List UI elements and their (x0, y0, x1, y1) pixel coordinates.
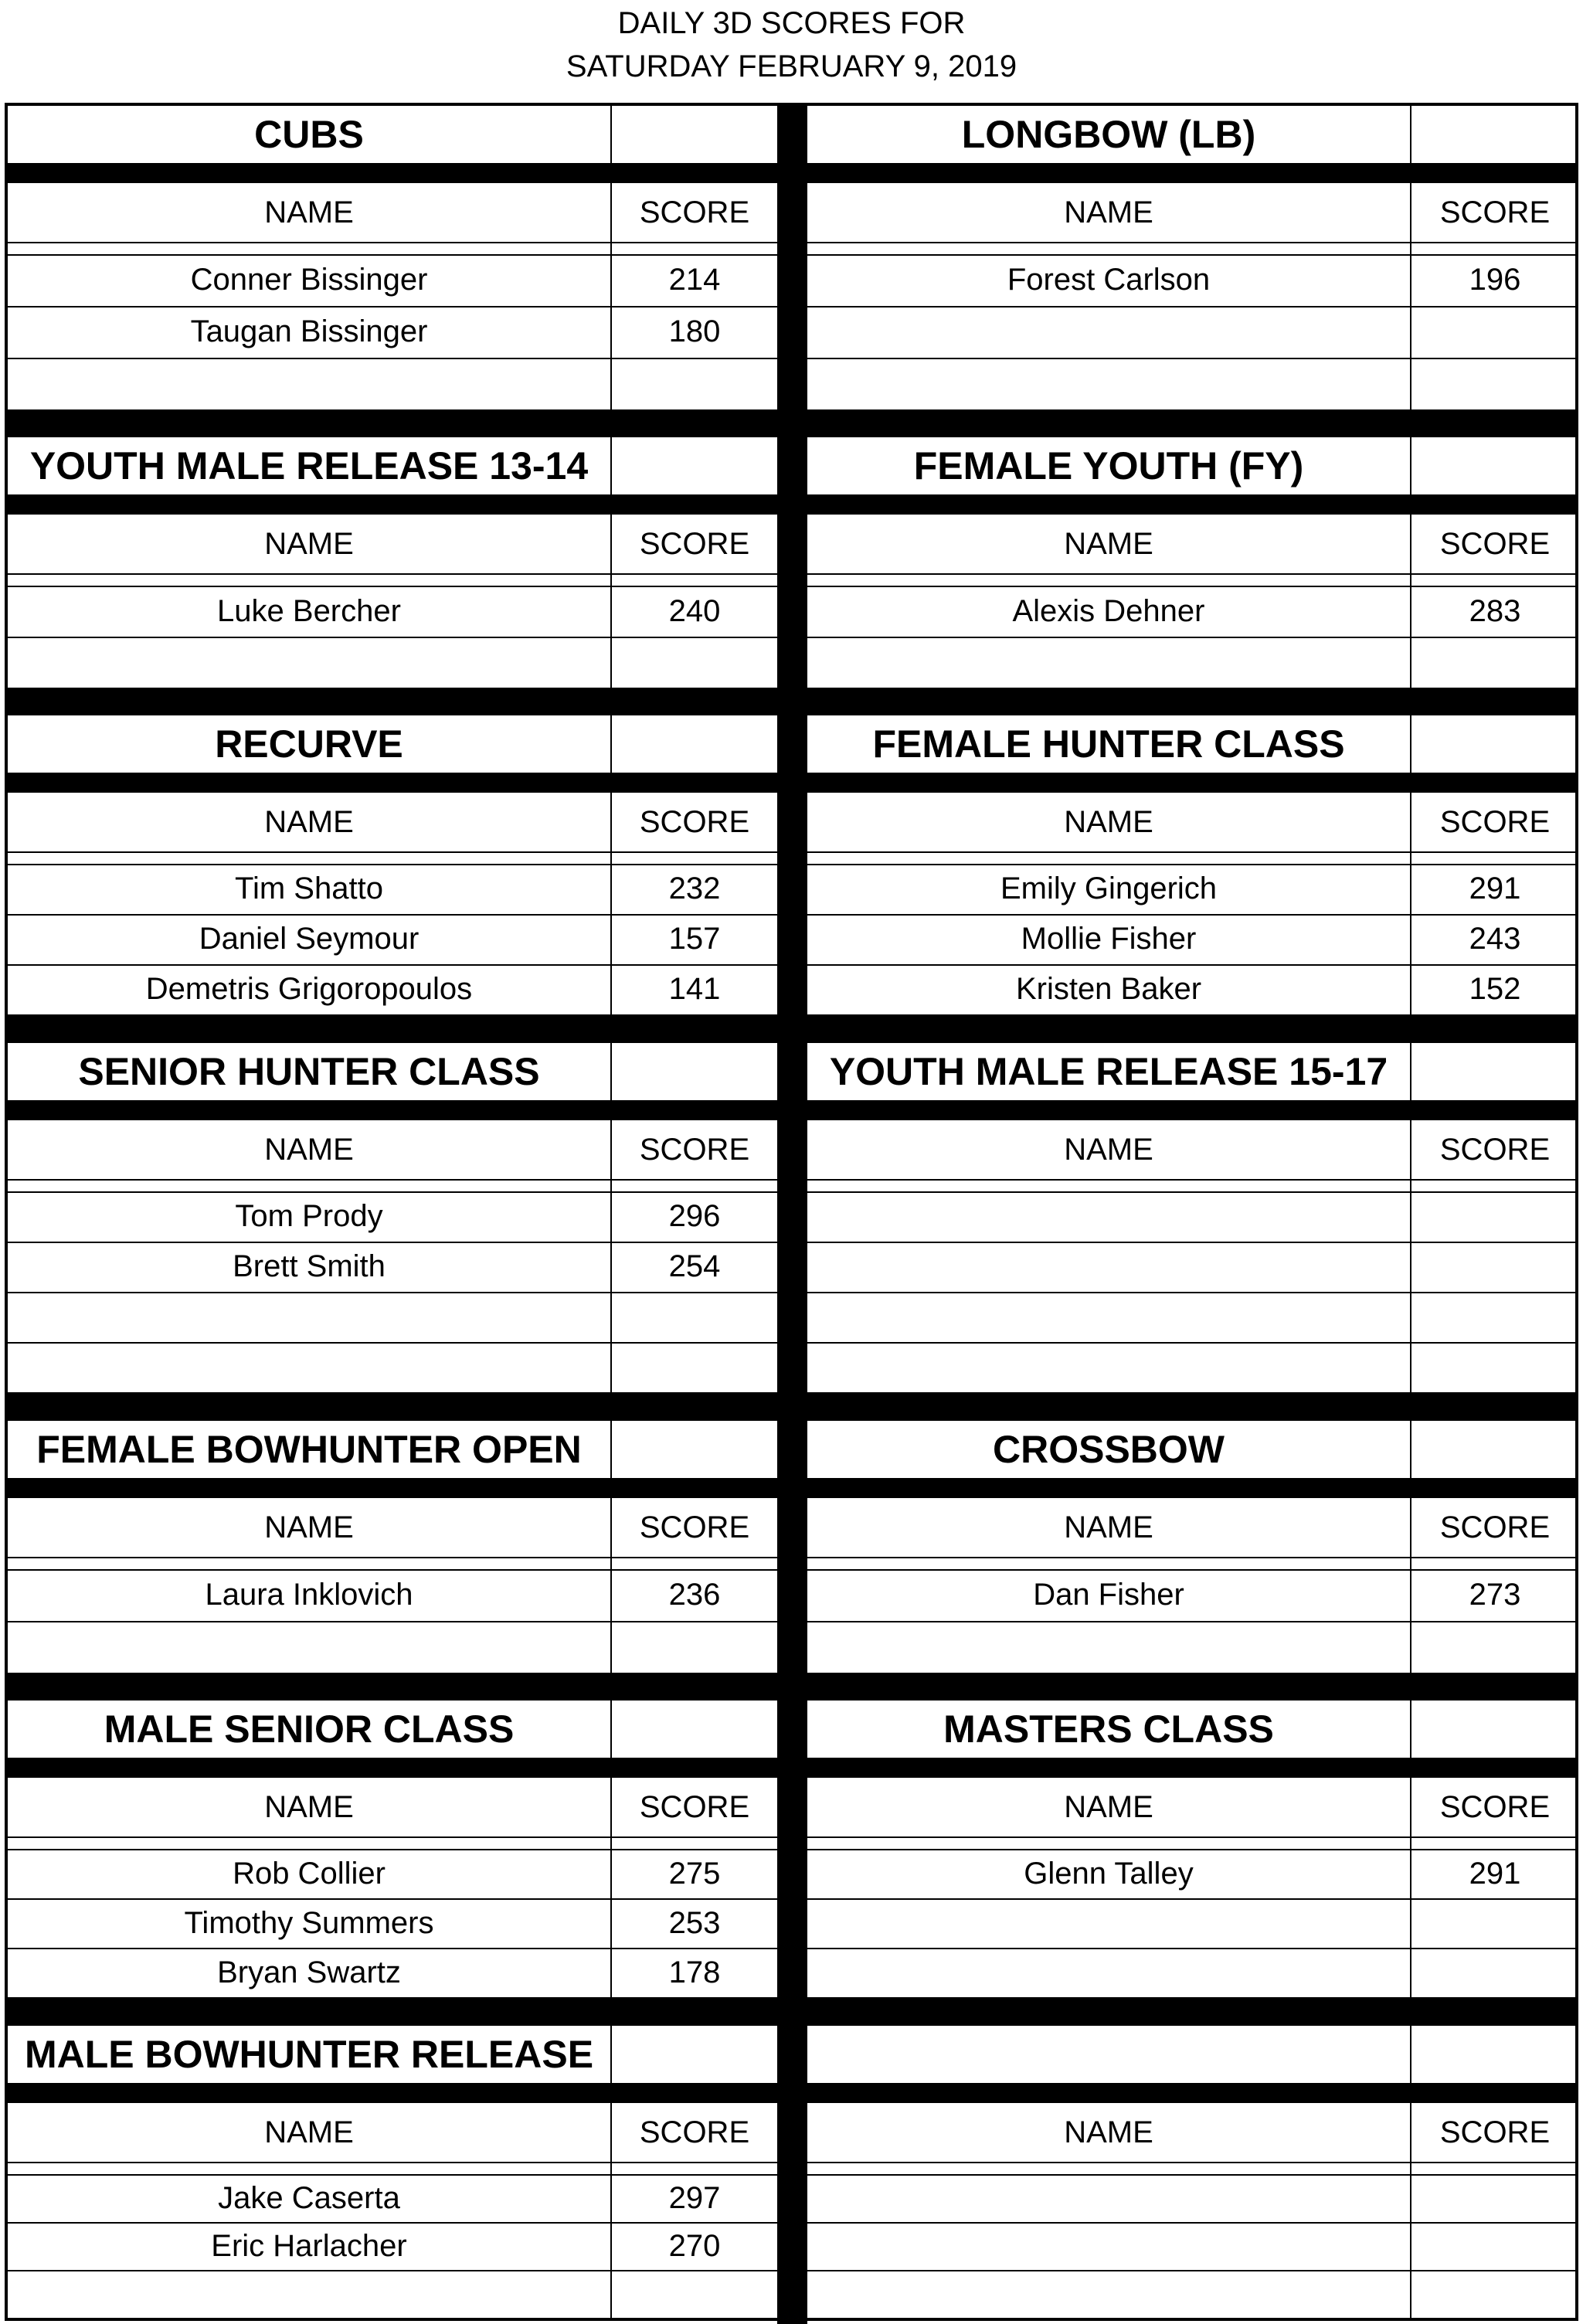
archer-name: Conner Bissinger (190, 263, 428, 297)
score-column-header: SCORE (1410, 2103, 1578, 2162)
archer-score: 157 (610, 914, 777, 964)
archer-name (8, 358, 610, 409)
archer-name: Eric Harlacher (211, 2228, 407, 2263)
table-row (8, 637, 777, 689)
category-header (807, 1421, 1578, 1478)
name-column-header: NAME (1064, 804, 1153, 839)
archer-score (1410, 1898, 1578, 1948)
spacer-cell (807, 1836, 1410, 1849)
archer-score (1410, 358, 1578, 409)
spacer-cell (8, 1179, 610, 1191)
section-bar (8, 2083, 777, 2103)
archer-name: Emily Gingerich (1000, 872, 1218, 905)
table-row (8, 2270, 777, 2319)
name-column-header: NAME (1064, 2115, 1153, 2149)
archer-name (807, 1342, 1410, 1392)
table-row (807, 1191, 1578, 1243)
table-row (807, 1621, 1578, 1674)
name-column-header: NAME (264, 2115, 354, 2149)
section-bar (8, 163, 777, 183)
spacer-cell (1410, 573, 1578, 586)
table-row (807, 964, 1578, 1016)
spacer-cell (807, 2162, 1410, 2174)
archer-name: Forest Carlson (1007, 263, 1211, 297)
archer-name: Bryan Swartz (217, 1955, 401, 1989)
section-bar (807, 1100, 1578, 1120)
name-column-header: NAME (1064, 1132, 1153, 1167)
table-row (8, 914, 777, 966)
name-column-header: NAME (264, 526, 354, 561)
archer-name: Luke Bercher (217, 593, 401, 628)
table-row (807, 2270, 1578, 2319)
score-column-header: SCORE (1410, 183, 1578, 242)
spacer-cell (610, 851, 777, 864)
section-bar (807, 1478, 1578, 1498)
archer-name (8, 1342, 610, 1392)
score-column-header: SCORE (1410, 515, 1578, 573)
spacer-cell (8, 242, 610, 254)
category-score-blank (1410, 2026, 1578, 2083)
archer-name (807, 2270, 1410, 2318)
section-separator (8, 1015, 777, 1043)
spacer-cell (610, 1557, 777, 1569)
table-row (8, 358, 777, 411)
archer-score (1410, 1292, 1578, 1342)
table-row (8, 1948, 777, 1999)
archer-score (1410, 1242, 1578, 1292)
archer-name (8, 637, 610, 688)
spacer-cell (610, 2162, 777, 2174)
table-row (807, 1569, 1578, 1622)
table-row (807, 1849, 1578, 1900)
archer-name (807, 2222, 1410, 2270)
category-header (8, 437, 777, 494)
archer-score (1410, 2270, 1578, 2318)
name-column-header: NAME (264, 1789, 354, 1824)
category-score-blank (1410, 1043, 1578, 1100)
name-column-header: NAME (264, 804, 354, 839)
category-title: CUBS (254, 113, 364, 156)
spacer-cell (8, 1557, 610, 1569)
section-bar (807, 773, 1578, 793)
archer-name: Laura Inklovich (205, 1578, 413, 1612)
section-separator (807, 688, 1578, 715)
archer-score (610, 1292, 777, 1342)
score-column-header: SCORE (610, 1498, 777, 1557)
category-title: FEMALE BOWHUNTER OPEN (36, 1428, 582, 1471)
archer-score: 253 (610, 1898, 777, 1948)
archer-score: 273 (1410, 1569, 1578, 1621)
table-row (807, 306, 1578, 359)
column-header-row (8, 2103, 777, 2163)
archer-name: Mollie Fisher (1021, 922, 1197, 956)
section-separator (807, 1673, 1578, 1701)
score-column-header: SCORE (1410, 1498, 1578, 1557)
category-title: FEMALE HUNTER CLASS (872, 722, 1345, 766)
archer-score: 240 (610, 586, 777, 637)
spacer-cell (610, 1179, 777, 1191)
spacer-cell (8, 573, 610, 586)
table-row (807, 1242, 1578, 1293)
archer-score: 270 (610, 2222, 777, 2270)
archer-name (807, 1621, 1410, 1673)
section-separator (807, 1015, 1578, 1043)
archer-name (807, 1292, 1410, 1342)
table-row (807, 586, 1578, 638)
category-title: MASTERS CLASS (943, 1707, 1274, 1751)
section-bar (8, 1758, 777, 1778)
score-column-header: SCORE (1410, 1120, 1578, 1179)
spacer-cell (610, 1836, 777, 1849)
column-header-row (8, 515, 777, 575)
archer-name: Daniel Seymour (199, 922, 420, 956)
section-separator (8, 1673, 777, 1701)
name-column-header: NAME (264, 195, 354, 229)
category-header (807, 715, 1578, 773)
table-row (807, 1292, 1578, 1344)
section-bar (807, 494, 1578, 515)
archer-name (8, 1621, 610, 1673)
table-row (8, 1569, 777, 1622)
category-score-blank (610, 106, 777, 163)
section-bar (8, 494, 777, 515)
archer-name: Tom Prody (235, 1199, 383, 1233)
archer-score: 232 (610, 864, 777, 914)
column-header-row (8, 1498, 777, 1558)
column-header-row (807, 1498, 1578, 1558)
archer-name: Dan Fisher (1033, 1578, 1184, 1612)
archer-score: 296 (610, 1191, 777, 1242)
archer-score: 152 (1410, 964, 1578, 1014)
table-row (8, 586, 777, 638)
category-title: SENIOR HUNTER CLASS (78, 1050, 540, 1093)
category-score-blank (1410, 437, 1578, 494)
spacer-cell (8, 851, 610, 864)
column-header-row (807, 1778, 1578, 1838)
archer-name: Timothy Summers (184, 1905, 434, 1940)
spacer-cell (807, 573, 1410, 586)
archer-score (1410, 2222, 1578, 2270)
score-column-header: SCORE (610, 793, 777, 851)
page-title: DAILY 3D SCORES FOR (617, 6, 966, 40)
archer-name: Jake Caserta (218, 2180, 400, 2215)
archer-score (610, 1621, 777, 1673)
category-title: CROSSBOW (993, 1428, 1225, 1471)
archer-score: 275 (610, 1849, 777, 1898)
page-date: SATURDAY FEBRUARY 9, 2019 (566, 49, 1017, 83)
category-title: LONGBOW (LB) (961, 113, 1256, 156)
archer-name: Tim Shatto (235, 872, 383, 905)
category-header (8, 1043, 777, 1100)
column-header-row (8, 1778, 777, 1838)
scores-sheet (5, 103, 1578, 2321)
spacer-cell (807, 1179, 1410, 1191)
category-score-blank (610, 2026, 777, 2083)
category-score-blank (610, 1701, 777, 1758)
category-score-blank (1410, 106, 1578, 163)
spacer-cell (1410, 1836, 1578, 1849)
archer-score (1410, 2174, 1578, 2222)
section-bar (807, 163, 1578, 183)
score-column-header: SCORE (610, 1120, 777, 1179)
table-row (807, 358, 1578, 411)
spacer-cell (807, 851, 1410, 864)
category-score-blank (610, 1421, 777, 1478)
section-separator (807, 1998, 1578, 2026)
category-score-blank (1410, 1701, 1578, 1758)
archer-score (1410, 637, 1578, 688)
category-title: MALE BOWHUNTER RELEASE (24, 2033, 594, 2076)
archer-score: 291 (1410, 864, 1578, 914)
archer-name (807, 1191, 1410, 1242)
column-header-row (807, 793, 1578, 853)
category-score-blank (610, 437, 777, 494)
column-header-row (807, 2103, 1578, 2163)
name-column-header: NAME (1064, 526, 1153, 561)
table-row (8, 1898, 777, 1949)
archer-score: 196 (1410, 254, 1578, 306)
spacer-cell (1410, 851, 1578, 864)
column-header-row (807, 183, 1578, 243)
spacer-cell (8, 1836, 610, 1849)
category-title: FEMALE YOUTH (FY) (913, 444, 1304, 488)
archer-score: 254 (610, 1242, 777, 1292)
archer-name (8, 1292, 610, 1342)
column-header-row (807, 515, 1578, 575)
table-row (8, 1292, 777, 1344)
table-row (807, 254, 1578, 307)
spacer-cell (610, 573, 777, 586)
score-column-header: SCORE (610, 1778, 777, 1836)
section-separator (8, 688, 777, 715)
archer-score: 243 (1410, 914, 1578, 964)
name-column-header: NAME (264, 1132, 354, 1167)
archer-score (1410, 1342, 1578, 1392)
spacer-cell (1410, 2162, 1578, 2174)
score-column-header: SCORE (1410, 1778, 1578, 1836)
archer-score: 180 (610, 306, 777, 358)
table-row (807, 1948, 1578, 1999)
section-separator (807, 1393, 1578, 1421)
table-row (807, 1342, 1578, 1394)
archer-score: 214 (610, 254, 777, 306)
category-header (807, 2026, 1578, 2083)
table-row (807, 864, 1578, 916)
score-column-header: SCORE (1410, 793, 1578, 851)
category-header (807, 1701, 1578, 1758)
category-title: YOUTH MALE RELEASE 13-14 (29, 444, 589, 488)
table-row (8, 1242, 777, 1293)
section-bar (8, 1100, 777, 1120)
archer-name (8, 2270, 610, 2318)
archer-name (807, 637, 1410, 688)
table-row (8, 1342, 777, 1394)
archer-name (807, 1948, 1410, 1997)
archer-score: 236 (610, 1569, 777, 1621)
column-header-row (8, 183, 777, 243)
category-header (8, 1701, 777, 1758)
column-header-row (8, 793, 777, 853)
spacer-cell (807, 242, 1410, 254)
archer-name (807, 2174, 1410, 2222)
table-row (807, 1898, 1578, 1949)
table-row (807, 2174, 1578, 2224)
archer-name: Alexis Dehner (1012, 593, 1205, 628)
category-score-blank (1410, 715, 1578, 773)
archer-score (610, 2270, 777, 2318)
spacer-cell (1410, 1179, 1578, 1191)
archer-score: 291 (1410, 1849, 1578, 1898)
archer-score (1410, 1191, 1578, 1242)
category-header (807, 106, 1578, 163)
category-title (807, 2026, 1410, 2083)
archer-name: Taugan Bissinger (190, 314, 428, 348)
category-header (807, 1043, 1578, 1100)
category-title: MALE SENIOR CLASS (104, 1707, 515, 1751)
section-separator (8, 1393, 777, 1421)
section-bar (8, 773, 777, 793)
archer-name: Demetris Grigoropoulos (145, 972, 473, 1006)
table-row (8, 254, 777, 307)
table-row (8, 1621, 777, 1674)
spacer-cell (1410, 1557, 1578, 1569)
category-header (807, 437, 1578, 494)
category-header (8, 715, 777, 773)
table-row (8, 2222, 777, 2271)
archer-score: 297 (610, 2174, 777, 2222)
table-row (8, 964, 777, 1016)
table-row (8, 306, 777, 359)
section-separator (8, 1998, 777, 2026)
name-column-header: NAME (1064, 1789, 1153, 1824)
score-column-header: SCORE (610, 2103, 777, 2162)
section-bar (807, 2083, 1578, 2103)
score-column-header: SCORE (610, 183, 777, 242)
table-row (807, 2222, 1578, 2271)
section-bar (807, 1758, 1578, 1778)
section-separator (807, 409, 1578, 437)
table-row (8, 864, 777, 916)
archer-name (807, 1242, 1410, 1292)
archer-score: 178 (610, 1948, 777, 1997)
category-header (8, 106, 777, 163)
name-column-header: NAME (264, 1510, 354, 1544)
archer-name (807, 306, 1410, 358)
archer-name (807, 1898, 1410, 1948)
column-divider (777, 106, 807, 2324)
spacer-cell (8, 2162, 610, 2174)
archer-score (610, 1342, 777, 1392)
archer-score (1410, 1621, 1578, 1673)
archer-score (1410, 1948, 1578, 1997)
category-header (8, 2026, 777, 2083)
category-score-blank (610, 715, 777, 773)
table-row (807, 914, 1578, 966)
category-header (8, 1421, 777, 1478)
spacer-cell (807, 1557, 1410, 1569)
archer-name (807, 358, 1410, 409)
category-title: YOUTH MALE RELEASE 15-17 (829, 1050, 1388, 1093)
table-row (8, 1191, 777, 1243)
column-header-row (807, 1120, 1578, 1181)
archer-score: 283 (1410, 586, 1578, 637)
category-title: RECURVE (215, 722, 403, 766)
archer-score (1410, 306, 1578, 358)
category-score-blank (1410, 1421, 1578, 1478)
archer-name: Rob Collier (233, 1856, 386, 1891)
archer-score (610, 637, 777, 688)
section-bar (8, 1478, 777, 1498)
archer-score: 141 (610, 964, 777, 1014)
archer-name: Kristen Baker (1015, 972, 1202, 1006)
table-row (807, 637, 1578, 689)
section-separator (8, 409, 777, 437)
category-score-blank (610, 1043, 777, 1100)
spacer-cell (1410, 242, 1578, 254)
name-column-header: NAME (1064, 195, 1153, 229)
table-row (8, 2174, 777, 2224)
score-column-header: SCORE (610, 515, 777, 573)
column-header-row (8, 1120, 777, 1181)
archer-score (610, 358, 777, 409)
archer-name: Brett Smith (233, 1249, 386, 1283)
table-row (8, 1849, 777, 1900)
name-column-header: NAME (1064, 1510, 1153, 1544)
archer-name: Glenn Talley (1024, 1856, 1194, 1891)
spacer-cell (610, 242, 777, 254)
